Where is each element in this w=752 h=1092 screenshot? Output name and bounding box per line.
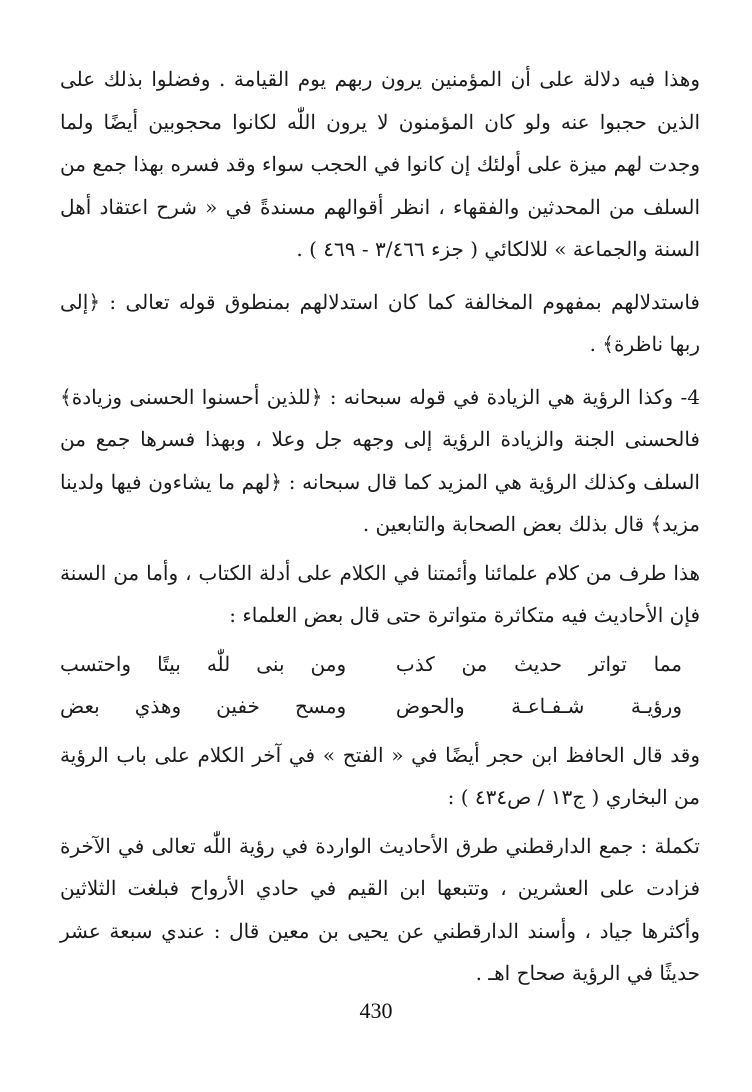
verse-1-second-hemistich: ومن بنى للّٰه بيتًا واحتسب bbox=[60, 651, 347, 676]
verse-2-first-hemistich: ورؤيـة شـفـاعـة والحوض bbox=[395, 694, 682, 718]
paragraph-3: 4- وكذا الرؤية هي الزيادة في قوله سبحانه : ﴿للذين أحسنوا الحسنى وزيادة﴾ فالحسنى الجنة والزيادة الرؤية إلى وجهه جل وعلا ، وبهذا فسرها جمع من السلف وكذلك الرؤية هي المزيد كما قال سبحانه : ﴿لهم ما يشاءون فيها ولدينا مزيد﴾ قال بذلك بعض الصحابة والتابعين . bbox=[60, 384, 700, 536]
page-body bbox=[60, 58, 700, 995]
paragraph-5: وقد قال الحافظ ابن حجر أيضًا في « الفتح » في آخر الكلام على باب الرؤية من البخاري ( ج١٣ / ص٤٣٤ ) : bbox=[60, 742, 700, 809]
page-number: 430 bbox=[359, 998, 393, 1023]
verse-2-second-hemistich: ومسح خفين وهذي بعض bbox=[60, 694, 347, 718]
paragraph-6: تكملة : جمع الدارقطني طرق الأحاديث الواردة في رؤية اللّٰه تعالى في الآخرة فزادت على العشرين ، وتتبعها ابن القيم في حادي الأرواح فبلغت الثلاثين وأكثرها جياد ، وأسند الدارقطني عن يحيى بن معين قال : عندي سبعة عشر حديثًا في الرؤية صحاح اهـ . bbox=[60, 833, 700, 985]
poem-verse-1 bbox=[60, 643, 700, 686]
poem bbox=[60, 643, 700, 728]
verse-1-first-hemistich: مما تواتر حديث من كذب bbox=[395, 651, 682, 676]
paragraph-1: وهذا فيه دلالة على أن المؤمنين يرون ربهم يوم القيامة . وفضلوا بذلك على الذين حجبوا عنه ولو كان المؤمنون لا يرون اللّٰه لكانوا محجوبين أيضًا ولما وجدت لهم ميزة على أولئك إن كانوا في الحجب سواء وقد فسره بهذا جمع من السلف من المحدثين والفقهاء ، انظر أقوالهم مسندةً في « شرح اعتقاد أهل السنة والجماعة » للالكائي ( جزء ٣/٤٦٦ - ٤٦٩ ) . bbox=[60, 67, 700, 261]
paragraph-2: فاستدلالهم بمفهوم المخالفة كما كان استدلالهم بمنطوق قوله تعالى : ﴿إلى ربها ناظرة﴾ . bbox=[60, 289, 700, 356]
poem-verse-2 bbox=[60, 685, 700, 728]
paragraph-4: هذا طرف من كلام علمائنا وأئمتنا في الكلام على أدلة الكتاب ، وأما من السنة فإن الأحاديث فيه متكاثرة متواترة حتى قال بعض العلماء : bbox=[60, 560, 700, 627]
